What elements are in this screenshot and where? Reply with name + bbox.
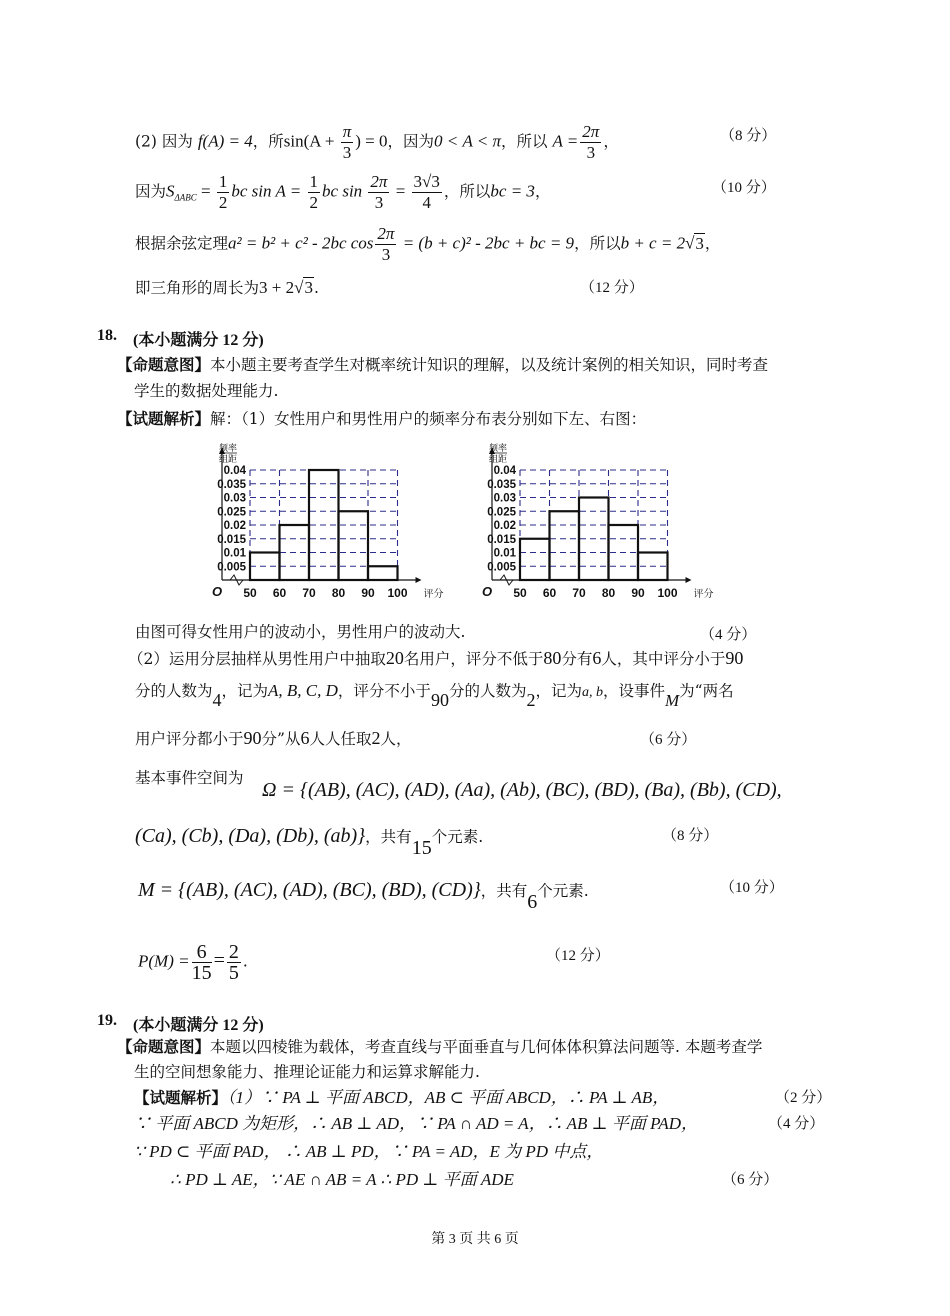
score-12: （12 分） [580, 280, 644, 296]
pi-over-3: $\frac{\pi}{3}$ [342, 122, 352, 162]
y-tick-label: 0.02 [493, 520, 516, 532]
q19-analysis-1: 【试题解析】（1）∵ PA ⊥ 平面 ABCD，AB ⊂ 平面 ABCD，∴ PA ⊥ AB， [134, 1088, 670, 1107]
histogram-bar [368, 566, 398, 580]
x-tick-label: 80 [331, 586, 346, 600]
score-8b: （8 分） [662, 828, 719, 844]
q18-number: 18. [97, 327, 117, 344]
male-histogram [478, 440, 718, 610]
score-10b: （10 分） [720, 880, 784, 896]
y-tick-label: 0.015 [217, 533, 246, 546]
y-tick-label: 0.035 [487, 478, 516, 491]
x-tick-label: 100 [657, 586, 678, 600]
origin-label: O [212, 584, 223, 599]
score-10: （10 分） [712, 180, 776, 196]
x-tick-label: 50 [243, 586, 257, 600]
y-tick-label: 0.005 [487, 561, 516, 574]
histogram-bar [550, 511, 580, 580]
y-label-bottom: 组距 [488, 454, 508, 464]
two-pi-over-3: $\frac{2\pi}{3}$ [582, 122, 600, 162]
score-2: （2 分） [775, 1090, 832, 1106]
score-4: （4 分） [700, 627, 757, 643]
score-6a: （6 分） [640, 732, 697, 748]
histogram-bar [520, 539, 550, 580]
x-axis-label: 评分 [423, 589, 444, 600]
page-footer: 第 3 页 共 6 页 [431, 1232, 519, 1247]
y-tick-label: 0.035 [217, 478, 246, 491]
q19-line-3: ∵ PD ⊂ 平面 PAD， ∴ AB ⊥ PD，∵ PA = AD，E 为 PD 中点， [134, 1142, 604, 1161]
q18-omega-1: Ω = {(AB), (AC), (AD), (Aa), (Ab), (BC), (BD), (Ba), (Bb), (CD), [262, 779, 782, 801]
y-tick-label: 0.025 [487, 506, 516, 519]
x-tick-label: 90 [631, 586, 645, 600]
histogram-bar [339, 511, 369, 580]
y-tick-label: 0.005 [217, 561, 246, 574]
q19-intent-2: 生的空间想象能力、推理论证能力和运算求解能力. [134, 1063, 480, 1081]
y-label-bottom: 组距 [218, 454, 238, 464]
q18-p2-line-1: （2）运用分层抽样从男性用户中抽取20名用户，评分不低于80分有6人，其中评分小于90 [128, 648, 744, 668]
y-tick-label: 0.03 [223, 492, 246, 505]
x-axis-arrow [686, 577, 692, 583]
q18-space-label: 基本事件空间为 [135, 769, 244, 787]
q18-omega-2: (Ca), (Cb), (Da), (Db), (ab)}，共有15个元素. [135, 825, 484, 859]
q17-line-1: (2) 因为 f(A) = 4，所sin(A + $\frac{\pi}{3}$ ) = 0，因为0 < A < π，所以 A = $\frac{2\pi}{3}$ ， [135, 122, 619, 162]
x-axis-label: 评分 [693, 589, 714, 600]
q17-line-4: 即三角形的周长为3 + 2√3. [135, 278, 319, 297]
score-6b: （6 分） [722, 1172, 779, 1188]
q19-intent: 【命题意图】本题以四棱锥为载体，考查直线与平面垂直与几何体体积算法问题等. 本题考查学 [117, 1037, 763, 1056]
q18-p2-line-3: 用户评分都小于90分”从6人人任取2人， [135, 728, 412, 748]
q18-p2-line-2: 分的人数为4，记为A, B, C, D，评分不小于90分的人数为2，记为a, b，设事件M为“两名 [135, 681, 734, 710]
x-tick-label: 70 [572, 586, 586, 600]
q18-analysis: 【试题解析】解：（1）女性用户和男性用户的频率分布表分别如下左、右图： [117, 409, 647, 428]
x-tick-label: 90 [361, 586, 375, 600]
q18-pm: P(M) = $\frac{6}{15}$ = $\frac{2}{5}$ . [138, 941, 248, 984]
x-tick-label: 60 [272, 586, 287, 600]
y-tick-label: 0.02 [223, 520, 246, 532]
q19-number: 19. [97, 1012, 117, 1029]
x-tick-label: 60 [542, 586, 557, 600]
score-12b: （12 分） [546, 948, 610, 964]
x-tick-label: 70 [302, 586, 316, 600]
y-label-top: 频率 [488, 443, 508, 453]
x-tick-label: 80 [601, 586, 616, 600]
q18-conclusion: 由图可得女性用户的波动小，男性用户的波动大. [135, 623, 466, 641]
y-tick-label: 0.04 [223, 465, 246, 477]
y-tick-label: 0.03 [493, 492, 516, 505]
q19-line-4: ∴ PD ⊥ AE，∵ AE ∩ AB = A ∴ PD ⊥ 平面 ADE [170, 1170, 514, 1189]
score-8: （8 分） [720, 128, 777, 144]
score-4b: （4 分） [768, 1116, 825, 1132]
q18-title: (本小题满分 12 分) [133, 332, 264, 349]
y-tick-label: 0.015 [487, 533, 516, 546]
x-tick-label: 50 [513, 586, 527, 600]
x-axis-arrow [416, 577, 422, 583]
q19-line-2: ∵ 平面 ABCD 为矩形，∴ AB ⊥ AD，∵ PA ∩ AD = A，∴ AB ⊥ 平面 PAD， [134, 1114, 698, 1133]
y-tick-label: 0.01 [493, 547, 516, 560]
female-histogram [208, 440, 448, 610]
y-tick-label: 0.01 [223, 547, 246, 560]
y-tick-label: 0.04 [493, 465, 516, 477]
y-label-top: 频率 [218, 443, 238, 453]
q18-m-set: M = {(AB), (AC), (AD), (BC), (BD), (CD)}，共有6个元素. [138, 879, 589, 913]
x-tick-label: 100 [387, 586, 408, 600]
q18-intent: 【命题意图】本小题主要考查学生对概率统计知识的理解，以及统计案例的相关知识，同时考查 [117, 355, 769, 374]
q19-title: (本小题满分 12 分) [133, 1017, 264, 1034]
origin-label: O [482, 584, 493, 599]
y-tick-label: 0.025 [217, 506, 246, 519]
q17-line-2: 因为$S_{\Delta ABC}$ = $\frac{1}{2}$ bc sin A = $\frac{1}{2}$ bc sin $\frac{2\pi}{3}$ = $\frac{3√3}{4}$ ，所以bc = 3， [135, 172, 551, 212]
q18-intent-2: 学生的数据处理能力. [134, 382, 279, 400]
q17-line-3: 根据余弦定理a² = b² + c² - 2bc cos $\frac{2\pi}{3}$ = (b + c)² - 2bc + bc = 9，所以b + c = 2√3， [135, 224, 721, 264]
